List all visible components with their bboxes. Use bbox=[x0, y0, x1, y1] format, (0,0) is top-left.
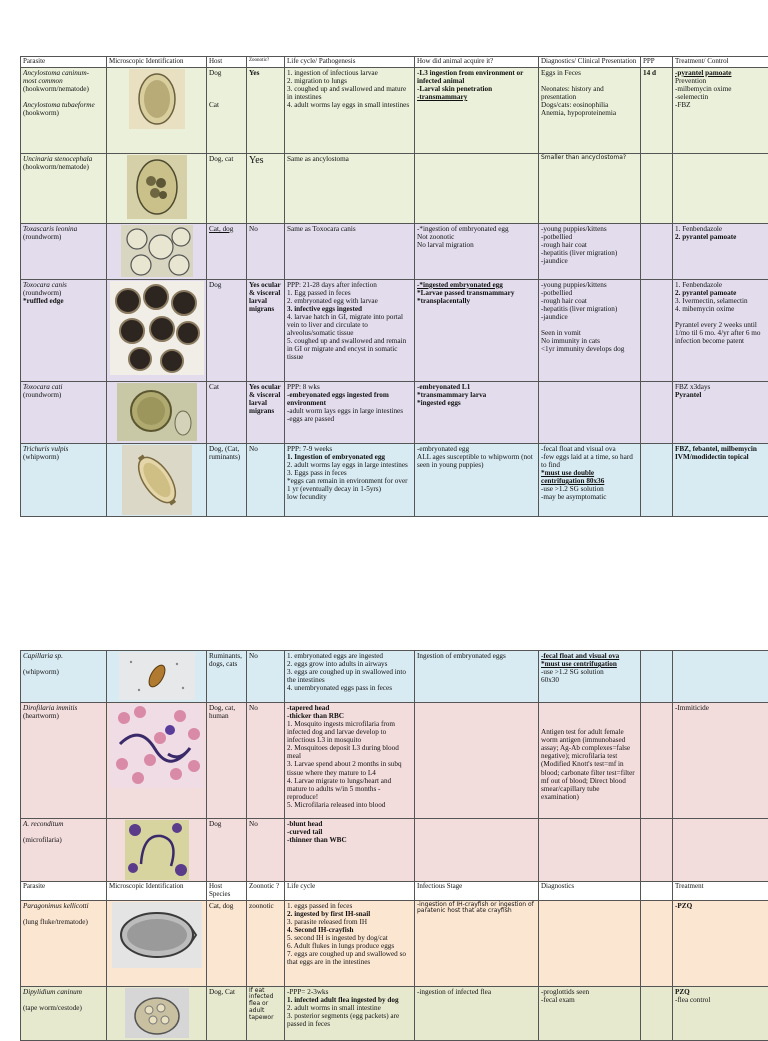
microfilaria-smear-icon bbox=[110, 704, 204, 788]
treatment-cell bbox=[673, 153, 768, 223]
lifecycle-step: low fecundity bbox=[287, 493, 412, 501]
micro-image-cell bbox=[107, 443, 207, 516]
lifecycle-step: PPP: 7-9 weeks bbox=[287, 445, 412, 453]
lifecycle-step: -PPP= 2-3wks bbox=[287, 988, 412, 996]
lifecycle-step: 1. Ingestion of embryonated egg bbox=[287, 453, 412, 461]
parasite-note: *ruffled edge bbox=[23, 297, 104, 305]
diag-cell: Smaller than ancyclostoma? bbox=[539, 153, 641, 223]
ppp-cell bbox=[641, 381, 673, 443]
header-diag: Diagnostics/ Clinical Presentation bbox=[539, 57, 641, 68]
lifecycle-step: 5. coughed up and swallowed and remain in GI or migrate and encyst in somatic tissue bbox=[287, 337, 412, 361]
lifecycle-step: 7. eggs are coughed up and swallowed so that eggs are in the intestines bbox=[287, 950, 412, 966]
zoonotic-cell: No bbox=[247, 443, 285, 516]
host-cell: Dog, Cat bbox=[207, 986, 247, 1040]
parasite-name: Trichuris vulpis bbox=[23, 445, 104, 453]
parasite-type: (lung fluke/trematode) bbox=[23, 918, 104, 926]
header-treat: Treatment bbox=[673, 882, 768, 901]
table-row bbox=[21, 819, 768, 882]
diag-line: <1yr immunity develops dog bbox=[541, 345, 638, 353]
acquire-line: No larval migration bbox=[417, 241, 536, 249]
lifecycle-cell bbox=[285, 703, 415, 819]
host-cell: Dog, cat, human bbox=[207, 703, 247, 819]
acquire-cell bbox=[415, 381, 539, 443]
diag-line: *must use double centrifugation 80x36 bbox=[541, 469, 638, 485]
micro-image-cell bbox=[107, 153, 207, 223]
treatment-cell bbox=[673, 223, 768, 279]
lifecycle-cell bbox=[285, 651, 415, 703]
zoonotic-cell: If eat infected flea or adult tapewor bbox=[247, 986, 285, 1040]
treatment-line: -milbemycin oxime bbox=[675, 85, 768, 93]
treatment-line: -flea control bbox=[675, 996, 768, 1004]
lifecycle-step: 3. posterior segments (egg packets) are passed in feces bbox=[287, 1012, 412, 1028]
diag-line: -rough hair coat bbox=[541, 241, 638, 249]
table-row bbox=[21, 703, 768, 819]
diag-line: -use >1.2 SG solution bbox=[541, 485, 638, 493]
diag-line: -fecal float and visual ova bbox=[541, 445, 638, 453]
acquire-line: -Larval skin penetration bbox=[417, 85, 536, 93]
micro-image-cell bbox=[107, 67, 207, 153]
fluke-egg-icon bbox=[112, 902, 202, 968]
lifecycle-cell bbox=[285, 900, 415, 986]
acquire-line: *ingested eggs bbox=[417, 399, 536, 407]
parasite-name: Capillaria sp. bbox=[23, 652, 104, 660]
diag-line: -young puppies/kittens bbox=[541, 281, 638, 289]
treatment-line: 4. mibemycin oxime bbox=[675, 305, 768, 313]
acquire-cell bbox=[415, 703, 539, 819]
lifecycle-step: *eggs can remain in environment for over 1 yr (eventually decay in 1-5yrs) bbox=[287, 477, 412, 493]
host-cell: Dog bbox=[207, 819, 247, 882]
lifecycle-step: 5. second IH is ingested by dog/cat bbox=[287, 934, 412, 942]
parasite-name: Paragonimus kellicotti bbox=[23, 902, 104, 910]
header-micro: Microscopic Identification bbox=[107, 882, 207, 901]
diag-line: -few eggs laid at a time, so hard to find bbox=[541, 453, 638, 469]
diag-line: -rough hair coat bbox=[541, 297, 638, 305]
lifecycle-step: 4. Second IH-crayfish bbox=[287, 926, 412, 934]
lifecycle-cell bbox=[285, 443, 415, 516]
lifecycle-step: 2. Mosquitoes deposit L3 during blood meal bbox=[287, 744, 412, 760]
lifecycle-step: 2. adult worms in small intestine bbox=[287, 1004, 412, 1012]
parasite-name: Toxascaris leonina bbox=[23, 225, 104, 233]
parasite-type: (tape worm/cestode) bbox=[23, 1004, 104, 1012]
treatment-line: 2. pyrantel pamoate bbox=[675, 233, 768, 241]
ppp-cell bbox=[641, 223, 673, 279]
parasite-name: Dirofilaria immitis bbox=[23, 704, 104, 712]
diag-cell bbox=[539, 651, 641, 703]
parasite-cell bbox=[21, 651, 107, 703]
diag-line: -potbellied bbox=[541, 233, 638, 241]
diag-line: -hepatitis (liver migration) bbox=[541, 305, 638, 313]
micro-image-cell bbox=[107, 223, 207, 279]
table-row bbox=[21, 67, 768, 153]
lifecycle-step: PPP: 8 wks bbox=[287, 383, 412, 391]
micro-image-cell bbox=[107, 819, 207, 882]
acquire-cell: Ingestion of embryonated eggs bbox=[415, 651, 539, 703]
treatment-line: IVM/modidectin topical bbox=[675, 453, 768, 461]
acquire-line: -L3 ingestion from environment or infected animal bbox=[417, 69, 536, 85]
lifecycle-step: 3. Eggs pass in feces bbox=[287, 469, 412, 477]
table1-header-row bbox=[21, 57, 768, 68]
table-row bbox=[21, 651, 768, 703]
diag-cell bbox=[539, 986, 641, 1040]
microfilaria-smear-icon bbox=[125, 820, 189, 880]
zoonotic-cell: No bbox=[247, 223, 285, 279]
header-treat: Treatment/ Control bbox=[673, 57, 768, 68]
header-life: Life cycle/ Pathogenesis bbox=[285, 57, 415, 68]
diag-line: Anemia, hypoproteinemia bbox=[541, 109, 638, 117]
host-text: Dog bbox=[209, 69, 244, 77]
diag-cell bbox=[539, 279, 641, 381]
treatment-cell bbox=[673, 381, 768, 443]
host-cell: Ruminants, dogs, cats bbox=[207, 651, 247, 703]
lifecycle-step: 2. ingested by first IH-snail bbox=[287, 910, 412, 918]
header-parasite: Parasite bbox=[21, 882, 107, 901]
treatment-cell: -PZQ bbox=[673, 900, 768, 986]
lifecycle-step: 1. eggs passed in feces bbox=[287, 902, 412, 910]
table-row bbox=[21, 279, 768, 381]
diag-line: -jaundice bbox=[541, 313, 638, 321]
treatment-cell bbox=[673, 279, 768, 381]
parasite-type: (hookworm/nematode) bbox=[23, 85, 104, 93]
zoonotic-cell: No bbox=[247, 819, 285, 882]
ppp-cell bbox=[641, 819, 673, 882]
acquire-line: -*ingested embryonated egg bbox=[417, 281, 536, 289]
ppp-cell bbox=[641, 986, 673, 1040]
micro-image-cell bbox=[107, 900, 207, 986]
lifecycle-step: 3. infective eggs ingested bbox=[287, 305, 412, 313]
lifecycle-cell bbox=[285, 381, 415, 443]
zoonotic-cell: No bbox=[247, 651, 285, 703]
treatment-line: FBZ, febantel, milbemycin bbox=[675, 445, 768, 453]
diag-line: -may be asymptomatic bbox=[541, 493, 638, 501]
parasite-cell bbox=[21, 900, 107, 986]
diag-cell bbox=[539, 703, 641, 819]
parasite-cell bbox=[21, 381, 107, 443]
parasite-name: Dipylidium caninum bbox=[23, 988, 104, 996]
treatment-line: PZQ bbox=[675, 988, 768, 996]
lifecycle-step: -curved tail bbox=[287, 828, 412, 836]
header-parasite: Parasite bbox=[21, 57, 107, 68]
lifecycle-step: 2. adult worms lay eggs in large intestines bbox=[287, 461, 412, 469]
parasite-cell bbox=[21, 153, 107, 223]
lifecycle-cell bbox=[285, 67, 415, 153]
treatment-line: -FBZ bbox=[675, 101, 768, 109]
zoonotic-cell: Yes bbox=[247, 153, 285, 223]
lifecycle-step: 1. infected adult flea ingested by dog bbox=[287, 996, 412, 1004]
parasite-cell bbox=[21, 443, 107, 516]
diag-line: *must use centrifugation bbox=[541, 660, 638, 668]
parasite-type: (whipworm) bbox=[23, 453, 104, 461]
whipworm-egg-icon bbox=[122, 445, 192, 515]
parasite-type: (whipworm) bbox=[23, 668, 104, 676]
table-row bbox=[21, 381, 768, 443]
acquire-line: -*ingestion of embryonated egg bbox=[417, 225, 536, 233]
acquire-line: -embryonated egg bbox=[417, 445, 536, 453]
diag-line: Seen in vomit bbox=[541, 329, 638, 337]
treatment-cell: -Immiticide bbox=[673, 703, 768, 819]
treatment-line: Pyrantel every 2 weeks until 1/mo til 6 mo. 4/yr after 6 mo infection become patent bbox=[675, 321, 768, 345]
lifecycle-cell bbox=[285, 279, 415, 381]
parasite-table-1 bbox=[20, 56, 768, 517]
treatment-cell bbox=[673, 986, 768, 1040]
zoonotic-cell: Yes ocular & visceral larval migrans bbox=[247, 279, 285, 381]
header-host: Host bbox=[207, 57, 247, 68]
parasite-cell bbox=[21, 819, 107, 882]
header-zoonotic: Zoonotic? bbox=[247, 57, 285, 68]
parasite-cell bbox=[21, 279, 107, 381]
diag-line: Neonates: history and presentation bbox=[541, 85, 638, 101]
header-acquire: Infectious Stage bbox=[415, 882, 539, 901]
parasite-name: Uncinaria stenocephala bbox=[23, 155, 104, 163]
lifecycle-step: 2. embryonated egg with larvae bbox=[287, 297, 412, 305]
diag-cell bbox=[539, 223, 641, 279]
treatment-line: Pyrantel bbox=[675, 391, 768, 399]
header-life: Life cycle bbox=[285, 882, 415, 901]
parasite-type: (heartworm) bbox=[23, 712, 104, 720]
ppp-cell bbox=[641, 153, 673, 223]
acquire-line: -transmammary bbox=[417, 93, 536, 101]
lifecycle-step: 1. embryonated eggs are ingested bbox=[287, 652, 412, 660]
parasite-type: (roundworm) bbox=[23, 289, 104, 297]
lifecycle-step: -blunt head bbox=[287, 820, 412, 828]
roundworm-egg-icon bbox=[110, 281, 204, 375]
zoonotic-cell: No bbox=[247, 703, 285, 819]
lifecycle-cell: Same as Toxocara canis bbox=[285, 223, 415, 279]
diag-line: Eggs in Feces bbox=[541, 69, 638, 77]
ppp-cell bbox=[641, 443, 673, 516]
acquire-cell bbox=[415, 279, 539, 381]
zoonotic-cell: zoonotic bbox=[247, 900, 285, 986]
lifecycle-step: -eggs are passed bbox=[287, 415, 412, 423]
treatment-line: 1. Fenbendazole bbox=[675, 225, 768, 233]
diag-line: -hepatitis (liver migration) bbox=[541, 249, 638, 257]
acquire-line: Not zoonotic bbox=[417, 233, 536, 241]
lifecycle-step: -embryonated eggs ingested from environment bbox=[287, 391, 412, 407]
diag-line: -jaundice bbox=[541, 257, 638, 265]
lifecycle-step: -adult worm lays eggs in large intestines bbox=[287, 407, 412, 415]
treatment-line: Prevention bbox=[675, 77, 768, 85]
diag-line: -use >1.2 SG solution bbox=[541, 668, 638, 676]
lifecycle-step: -thinner than WBC bbox=[287, 836, 412, 844]
table-row bbox=[21, 986, 768, 1040]
parasite-table-2 bbox=[20, 650, 768, 1041]
acquire-cell bbox=[415, 819, 539, 882]
lifecycle-cell bbox=[285, 986, 415, 1040]
roundworm-egg-icon bbox=[117, 383, 197, 441]
tapeworm-egg-packet-icon bbox=[125, 988, 189, 1038]
diag-line: Antigen test for adult female worm antigen (immunobased assay; Ag-Ab complexes=false negative); microfilaria test (Modified Knott's test=mf in blood; carbonate filter test=filter mf out of blood; Direct blood smear/capillary tube examination) bbox=[541, 728, 638, 801]
parasite-type: (roundworm) bbox=[23, 391, 104, 399]
ppp-cell bbox=[641, 900, 673, 986]
lifecycle-step: 3. Larvae spend about 2 months in subq tissue where they mature to L4 bbox=[287, 760, 412, 776]
diag-cell bbox=[539, 443, 641, 516]
treatment-cell bbox=[673, 67, 768, 153]
parasite-type: (hookworm) bbox=[23, 109, 104, 117]
micro-image-cell bbox=[107, 703, 207, 819]
header-micro: Microscopic Identification bbox=[107, 57, 207, 68]
table-row bbox=[21, 900, 768, 986]
parasite-name: Ancylostoma tubaeforme bbox=[23, 101, 104, 109]
diag-line: Dogs/cats: eosinophilia bbox=[541, 101, 638, 109]
lifecycle-step: 4. adult worms lay eggs in small intestines bbox=[287, 101, 412, 109]
treatment-cell bbox=[673, 819, 768, 882]
host-cell: Dog, cat bbox=[207, 153, 247, 223]
parasite-name: Toxocara canis bbox=[23, 281, 104, 289]
lifecycle-step: PPP: 21-28 days after infection bbox=[287, 281, 412, 289]
micro-image-cell bbox=[107, 279, 207, 381]
lifecycle-step: 2. eggs grow into adults in airways bbox=[287, 660, 412, 668]
lifecycle-step: 3. parasite released from IH bbox=[287, 918, 412, 926]
acquire-line: *transplacentally bbox=[417, 297, 536, 305]
lifecycle-cell: Same as ancylostoma bbox=[285, 153, 415, 223]
table-row bbox=[21, 153, 768, 223]
diag-line: -fecal exam bbox=[541, 996, 638, 1004]
treatment-cell bbox=[673, 443, 768, 516]
host-text: Cat bbox=[209, 101, 244, 109]
host-cell: Dog, (Cat, ruminants) bbox=[207, 443, 247, 516]
diag-line: -young puppies/kittens bbox=[541, 225, 638, 233]
lifecycle-cell bbox=[285, 819, 415, 882]
treatment-line: FBZ x3days bbox=[675, 383, 768, 391]
parasite-name: Toxocara cati bbox=[23, 383, 104, 391]
diag-cell bbox=[539, 900, 641, 986]
diag-line: 60x30 bbox=[541, 676, 638, 684]
roundworm-egg-icon bbox=[121, 225, 193, 277]
lifecycle-step: -tapered head bbox=[287, 704, 412, 712]
diag-line: -proglottids seen bbox=[541, 988, 638, 996]
acquire-cell: -ingestion of infected flea bbox=[415, 986, 539, 1040]
header-ppp bbox=[641, 882, 673, 901]
header-acquire: How did animal acquire it? bbox=[415, 57, 539, 68]
diag-cell bbox=[539, 819, 641, 882]
lifecycle-step: 1. Mosquito ingests microfilaria from infected dog and larvae develop to infectious L3 in mosquito bbox=[287, 720, 412, 744]
header-ppp: PPP bbox=[641, 57, 673, 68]
whipworm-egg-icon bbox=[119, 652, 195, 700]
lifecycle-step: 3. coughed up and swallowed and mature in intestines bbox=[287, 85, 412, 101]
micro-image-cell bbox=[107, 986, 207, 1040]
treatment-line: -selemectin bbox=[675, 93, 768, 101]
acquire-line: ALL ages susceptible to whipworm (not seen in young puppies) bbox=[417, 453, 536, 469]
host-cell: Cat, dog bbox=[207, 900, 247, 986]
acquire-cell bbox=[415, 153, 539, 223]
treatment-cell bbox=[673, 651, 768, 703]
ppp-cell bbox=[641, 651, 673, 703]
parasite-type: (hookworm/nematode) bbox=[23, 163, 104, 171]
hookworm-egg-icon bbox=[127, 155, 187, 219]
diag-line: No immunity in cats bbox=[541, 337, 638, 345]
hookworm-egg-icon bbox=[129, 69, 185, 129]
lifecycle-step: 2. migration to lungs bbox=[287, 77, 412, 85]
parasite-name: A. reconditum bbox=[23, 820, 104, 828]
header-diag: Diagnostics bbox=[539, 882, 641, 901]
lifecycle-step: 4. unembryonated eggs pass in feces bbox=[287, 684, 412, 692]
treatment-line: 3. Ivermectin, selamectin bbox=[675, 297, 768, 305]
parasite-cell bbox=[21, 223, 107, 279]
diag-line: -fecal float and visual ova bbox=[541, 652, 638, 660]
header-host: Host Species bbox=[207, 882, 247, 901]
table-row bbox=[21, 223, 768, 279]
acquire-line: *Larvae passed transmammary bbox=[417, 289, 536, 297]
acquire-cell: -ingestion of IH-crayfish or ingestion of paratenic host that ate crayfish bbox=[415, 900, 539, 986]
parasite-cell bbox=[21, 67, 107, 153]
lifecycle-step: 6. Adult flukes in lungs produce eggs bbox=[287, 942, 412, 950]
acquire-cell bbox=[415, 67, 539, 153]
parasite-name: Ancylostoma caninum- most common bbox=[23, 69, 104, 85]
ppp-cell bbox=[641, 703, 673, 819]
host-cell bbox=[207, 67, 247, 153]
ppp-cell bbox=[641, 279, 673, 381]
host-cell: Cat bbox=[207, 381, 247, 443]
acquire-cell bbox=[415, 223, 539, 279]
micro-image-cell bbox=[107, 651, 207, 703]
host-cell: Dog bbox=[207, 279, 247, 381]
diag-cell bbox=[539, 67, 641, 153]
lifecycle-step: 4. Larvae migrate to lungs/heart and mature to adults w/in 5 months - reproduce! bbox=[287, 777, 412, 801]
lifecycle-step: 5. Microfilaria released into blood bbox=[287, 801, 412, 809]
lifecycle-step: 1. Egg passed in feces bbox=[287, 289, 412, 297]
lifecycle-step: -thicker than RBC bbox=[287, 712, 412, 720]
acquire-line: -embryonated L1 bbox=[417, 383, 536, 391]
diag-cell bbox=[539, 381, 641, 443]
ppp-cell: 14 d bbox=[641, 67, 673, 153]
zoonotic-cell: Yes bbox=[247, 67, 285, 153]
parasite-type: (roundworm) bbox=[23, 233, 104, 241]
zoonotic-cell: Yes ocular & visceral larval migrans bbox=[247, 381, 285, 443]
host-cell: Cat, dog bbox=[207, 223, 247, 279]
treatment-line: 1. Fenbendazole bbox=[675, 281, 768, 289]
lifecycle-step: 1. ingestion of infectious larvae bbox=[287, 69, 412, 77]
parasite-cell bbox=[21, 986, 107, 1040]
treatment-line: -pyrantel pamoate bbox=[675, 69, 768, 77]
header-zoonotic: Zoonotic ? bbox=[247, 882, 285, 901]
lifecycle-step: 3. eggs are coughed up in swallowed into the intestines bbox=[287, 668, 412, 684]
table-row bbox=[21, 443, 768, 516]
parasite-cell bbox=[21, 703, 107, 819]
acquire-line: *transmammary larva bbox=[417, 391, 536, 399]
treatment-line: 2. pyrantel pamoate bbox=[675, 289, 768, 297]
table2-subheader-row bbox=[21, 882, 768, 901]
diag-line: -potbellied bbox=[541, 289, 638, 297]
lifecycle-step: 4. larvae hatch in GI, migrate into portal vein to liver and circulate to alveolus/somatic tissue bbox=[287, 313, 412, 337]
acquire-cell bbox=[415, 443, 539, 516]
micro-image-cell bbox=[107, 381, 207, 443]
parasite-type: (microfilaria) bbox=[23, 836, 104, 844]
